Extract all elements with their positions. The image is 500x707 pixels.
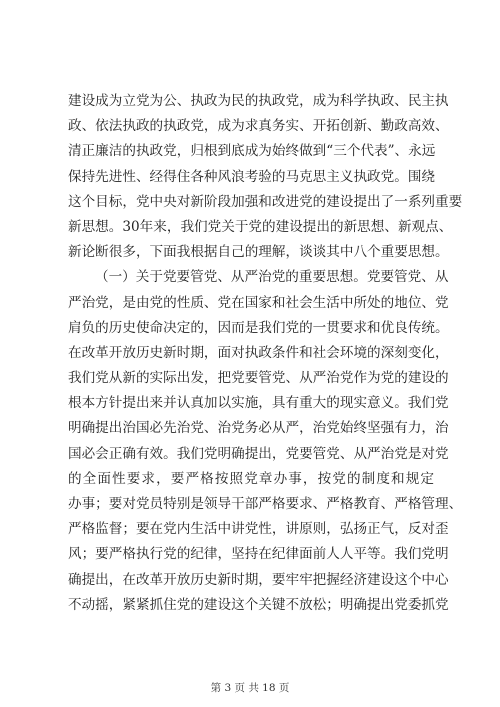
text-line: 我们党从新的实际出发，把党要管党、从严治党作为党的建设的	[68, 370, 449, 387]
text-line: 新论断很多，下面我根据自己的理解，谈谈其中八个重要思想。	[68, 244, 449, 261]
text-line: 清正廉洁的执政党，归根到底成为始终做到“三个代表”、永远	[68, 143, 436, 160]
text-line: 不动摇，紧紧抓住党的建设这个关键不放松；明确提出党委抓党	[68, 596, 449, 613]
body-text	[68, 89, 463, 618]
text-line: 的全面性要求，要严格按照党章办事，按党的制度和规定	[68, 470, 434, 487]
text-line: 保持先进性、经得住各种风浪考验的马克思主义执政党。围绕	[68, 168, 436, 185]
text-line: 根本方针提出来并认真加以实施，具有重大的现实意义。我们党	[68, 395, 449, 412]
section-heading-line: （一）关于党要管党、从严治党的重要思想。党要管党、从	[95, 269, 449, 286]
text-line: 确提出，在改革开放历史新时期，要牢牢把握经济建设这个中心	[68, 571, 449, 588]
text-line: 这个目标，党中央对新阶段加强和改进党的建设提出了一系列重要	[68, 193, 463, 210]
text-line: 政、依法执政的执政党，成为求真务实、开拓创新、勤政高效、	[68, 118, 449, 135]
text-line: 严格监督；要在党内生活中讲党性，讲原则，弘扬正气，反对歪	[68, 521, 449, 538]
text-line: 在改革开放历史新时期，面对执政条件和社会环境的深刻变化，	[68, 344, 449, 361]
text-line: 新思想。30年来，我们党关于党的建设提出的新思想、新观点、	[68, 218, 453, 235]
text-line: 明确提出治国必先治党、治党务必从严，治党始终坚强有力，治	[68, 420, 449, 437]
text-line: 肩负的历史使命决定的，因而是我们党的一贯要求和优良传统。	[68, 319, 449, 336]
text-line: 严治党，是由党的性质、党在国家和社会生活中所处的地位、党	[68, 294, 449, 311]
text-line: 风；要严格执行党的纪律，坚持在纪律面前人人平等。我们党明	[68, 546, 449, 563]
text-line: 办事；要对党员特别是领导干部严格要求、严格教育、严格管理、	[68, 496, 463, 512]
text-line: 国必会正确有效。我们党明确提出，党要管党、从严治党是对党	[68, 445, 449, 462]
page-number-footer: 第 3 页 共 18 页	[210, 682, 290, 694]
text-line: 建设成为立党为公、执政为民的执政党，成为科学执政、民主执	[68, 93, 449, 109]
